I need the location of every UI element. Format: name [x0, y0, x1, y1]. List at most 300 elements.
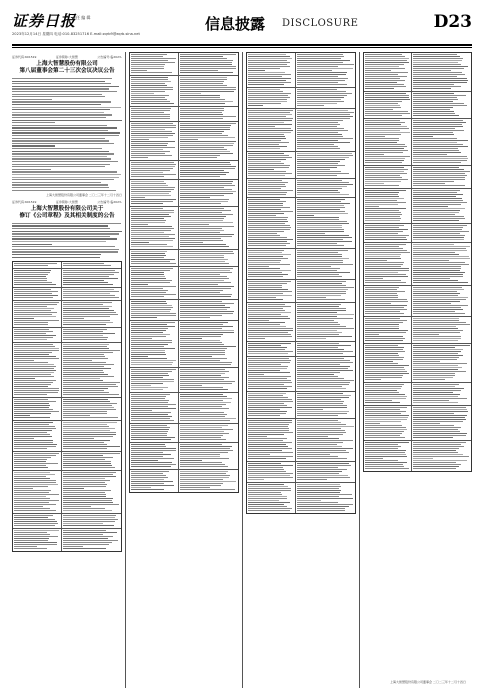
text-line — [14, 515, 53, 516]
table-cell — [62, 328, 121, 342]
text-line — [297, 213, 348, 214]
text-line — [297, 436, 329, 437]
text-line — [365, 256, 400, 257]
text-line — [248, 97, 290, 98]
text-line — [63, 366, 105, 367]
text-line — [63, 521, 115, 522]
table-cell — [13, 529, 62, 551]
text-line — [413, 252, 454, 253]
text-line — [12, 238, 117, 239]
text-line — [365, 371, 407, 372]
text-line — [14, 490, 51, 491]
text-line — [12, 86, 119, 87]
text-line — [365, 386, 402, 387]
table-cell — [130, 300, 179, 320]
text-line — [413, 435, 466, 436]
text-line — [365, 181, 401, 182]
text-line — [248, 148, 280, 149]
text-line — [365, 107, 401, 108]
text-line — [413, 351, 461, 352]
text-line — [413, 109, 450, 110]
text-line — [131, 317, 157, 318]
logo-subtitle: 责任 编 辑 — [72, 15, 91, 20]
text-line — [14, 358, 59, 359]
text-line — [180, 394, 223, 395]
text-line — [297, 264, 353, 265]
text-line — [131, 429, 169, 430]
text-line — [63, 265, 112, 266]
text-line — [365, 351, 405, 352]
table-row — [364, 224, 471, 243]
text-line — [413, 400, 449, 401]
text-line — [131, 301, 166, 302]
text-line — [297, 488, 340, 489]
text-line — [365, 355, 399, 356]
text-line — [248, 285, 282, 286]
text-line — [131, 81, 171, 82]
text-line — [297, 291, 346, 292]
text-line — [14, 295, 58, 296]
text-line — [248, 237, 287, 238]
text-line — [413, 367, 462, 368]
text-line — [297, 420, 338, 421]
text-line — [248, 393, 286, 394]
text-line — [12, 117, 106, 118]
text-line — [413, 105, 467, 106]
text-line — [63, 502, 114, 503]
text-line — [180, 305, 225, 306]
text-line — [180, 296, 231, 297]
text-line — [248, 167, 289, 168]
text-line — [413, 332, 460, 333]
text-line — [180, 203, 222, 204]
text-line — [365, 248, 403, 249]
text-line — [131, 77, 168, 78]
text-line — [131, 129, 165, 130]
text-line — [365, 148, 404, 149]
text-line — [413, 417, 465, 418]
text-line — [131, 416, 172, 417]
text-line — [63, 482, 106, 483]
text-line — [297, 378, 344, 379]
text-line — [413, 196, 456, 197]
text-line — [248, 138, 286, 139]
text-line — [413, 220, 459, 221]
text-line — [413, 185, 465, 186]
text-line — [365, 212, 401, 213]
text-line — [180, 228, 222, 229]
text-line — [131, 284, 148, 285]
text-line — [12, 187, 109, 188]
text-line — [248, 144, 279, 145]
text-line — [131, 253, 165, 254]
text-line — [248, 171, 286, 172]
text-line — [365, 214, 402, 215]
text-line — [131, 481, 173, 482]
text-line — [131, 143, 168, 144]
text-line — [365, 309, 407, 310]
text-line — [180, 460, 202, 461]
text-line — [297, 250, 349, 251]
text-line — [248, 463, 281, 464]
text-line — [248, 110, 293, 111]
text-line — [63, 382, 120, 383]
text-line — [365, 464, 403, 465]
text-line — [12, 257, 100, 258]
notice-title: 第八届董事会第二十三次会议决议公告 — [19, 68, 115, 74]
text-line — [297, 153, 353, 154]
text-line — [297, 465, 351, 466]
text-line — [413, 84, 454, 85]
text-line — [297, 144, 335, 145]
text-line — [63, 534, 103, 535]
text-line — [180, 439, 226, 440]
table-cell — [62, 301, 121, 327]
text-line — [297, 89, 338, 90]
table-cell — [13, 288, 62, 300]
text-line — [131, 278, 166, 279]
text-line — [131, 151, 170, 152]
text-line — [14, 523, 58, 524]
text-line — [180, 153, 233, 154]
text-line — [297, 388, 346, 389]
masthead — [12, 10, 472, 44]
text-line — [14, 392, 58, 393]
text-line — [180, 479, 223, 480]
text-line — [14, 502, 49, 503]
text-line — [365, 377, 402, 378]
table-row — [13, 269, 121, 288]
text-line — [413, 442, 466, 443]
text-line — [365, 345, 398, 346]
table-cell — [247, 179, 296, 197]
text-line — [14, 417, 50, 418]
table-row — [13, 452, 121, 471]
text-line — [180, 147, 224, 148]
table-row — [364, 317, 471, 344]
text-line — [297, 510, 345, 511]
text-line — [297, 225, 342, 226]
text-line — [248, 426, 288, 427]
text-line — [413, 413, 454, 414]
text-line — [180, 199, 230, 200]
text-line — [248, 444, 286, 445]
text-line — [12, 88, 109, 89]
text-line — [14, 457, 51, 458]
text-line — [131, 483, 164, 484]
text-line — [413, 140, 467, 141]
text-line — [413, 386, 455, 387]
text-line — [365, 280, 401, 281]
text-line — [248, 60, 287, 61]
text-line — [413, 303, 451, 304]
text-line — [365, 419, 407, 420]
table-row — [130, 122, 238, 161]
text-line — [413, 392, 453, 393]
text-line — [297, 95, 347, 96]
text-line — [297, 66, 339, 67]
text-line — [14, 455, 56, 456]
text-line — [365, 466, 404, 467]
text-line — [365, 216, 400, 217]
text-line — [365, 359, 403, 360]
text-line — [248, 362, 290, 363]
notice-number: 公告编号:临2023- — [97, 55, 122, 59]
text-line — [248, 233, 277, 234]
text-line — [297, 184, 354, 185]
text-line — [131, 346, 164, 347]
masthead-rule — [12, 44, 472, 46]
text-line — [63, 392, 110, 393]
text-line — [14, 337, 53, 338]
text-line — [365, 448, 398, 449]
text-line — [297, 297, 326, 298]
text-line — [14, 536, 58, 537]
text-line — [297, 62, 343, 63]
text-line — [180, 431, 225, 432]
text-line — [413, 444, 461, 445]
text-line — [297, 349, 345, 350]
text-line — [12, 164, 110, 165]
table-cell — [179, 53, 238, 75]
text-line — [297, 498, 354, 499]
text-line — [413, 239, 463, 240]
text-line — [413, 250, 467, 251]
text-line — [131, 456, 163, 457]
text-line — [131, 95, 169, 96]
text-line — [131, 371, 172, 372]
text-line — [14, 436, 52, 437]
text-line — [297, 229, 345, 230]
text-line — [413, 99, 458, 100]
text-line — [248, 403, 284, 404]
text-line — [297, 167, 337, 168]
text-line — [248, 219, 287, 220]
text-line — [365, 334, 379, 335]
text-line — [297, 328, 354, 329]
text-line — [365, 122, 405, 123]
text-line — [297, 283, 342, 284]
text-line — [297, 74, 346, 75]
text-line — [413, 328, 458, 329]
text-line — [365, 179, 408, 180]
table-cell — [364, 119, 412, 165]
text-line — [297, 484, 340, 485]
text-line — [63, 316, 110, 317]
text-line — [131, 270, 170, 271]
table-row — [247, 280, 355, 303]
text-line — [180, 444, 222, 445]
text-line — [63, 472, 116, 473]
text-line — [63, 356, 106, 357]
text-line — [14, 540, 48, 541]
text-line — [248, 201, 286, 202]
table-cell — [62, 452, 121, 470]
text-line — [180, 253, 234, 254]
text-line — [365, 183, 384, 184]
text-line — [14, 467, 48, 468]
text-line — [297, 380, 354, 381]
text-line — [14, 538, 49, 539]
text-line — [248, 471, 286, 472]
text-line — [63, 293, 110, 294]
text-line — [297, 469, 347, 470]
newspaper-logo: 证券日报 — [12, 12, 77, 30]
table-cell — [13, 328, 62, 342]
text-line — [180, 236, 232, 237]
text-line — [131, 222, 165, 223]
text-line — [297, 318, 353, 319]
text-line — [131, 89, 173, 90]
text-line — [297, 299, 346, 300]
text-line — [413, 291, 457, 292]
text-line — [413, 278, 449, 279]
text-line — [180, 456, 221, 457]
text-line — [63, 282, 108, 283]
text-line — [413, 425, 454, 426]
text-line — [297, 82, 338, 83]
text-line — [365, 146, 407, 147]
text-line — [131, 116, 170, 117]
text-line — [248, 250, 284, 251]
text-line — [180, 471, 228, 472]
text-line — [180, 311, 234, 312]
text-line — [297, 308, 346, 309]
text-line — [180, 414, 227, 415]
text-line — [180, 282, 231, 283]
text-line — [365, 88, 394, 89]
text-line — [14, 478, 50, 479]
table-cell — [296, 179, 355, 197]
text-line — [297, 155, 353, 156]
text-line — [131, 427, 170, 428]
text-line — [297, 215, 314, 216]
text-line — [131, 342, 172, 343]
text-line — [413, 160, 467, 161]
text-line — [63, 280, 104, 281]
text-line — [131, 185, 168, 186]
text-line — [131, 324, 167, 325]
text-line — [14, 384, 51, 385]
text-line — [63, 372, 105, 373]
text-line — [248, 372, 290, 373]
text-line — [131, 127, 176, 128]
table-cell — [62, 269, 121, 287]
text-line — [131, 193, 169, 194]
text-line — [180, 379, 225, 380]
text-line — [14, 318, 34, 319]
text-line — [365, 363, 398, 364]
table-row — [13, 471, 121, 514]
text-line — [131, 203, 163, 204]
text-line — [413, 384, 459, 385]
text-line — [14, 494, 59, 495]
text-line — [63, 364, 115, 365]
text-line — [180, 290, 223, 291]
text-line — [413, 270, 459, 271]
table-cell — [364, 166, 412, 188]
text-line — [248, 122, 284, 123]
text-line — [248, 506, 287, 507]
text-line — [248, 142, 289, 143]
text-line — [180, 338, 202, 339]
page-footer-note: 上海大智慧股份有限公司董事会 二〇二三年十二月十四日 — [390, 680, 466, 684]
text-line — [365, 196, 399, 197]
text-line — [365, 379, 381, 380]
text-line — [365, 338, 405, 339]
text-line — [180, 340, 220, 341]
text-line — [365, 454, 406, 455]
text-line — [180, 259, 228, 260]
text-line — [365, 105, 400, 106]
text-line — [131, 464, 176, 465]
text-line — [413, 282, 468, 283]
text-line — [297, 245, 344, 246]
text-line — [131, 485, 174, 486]
text-line — [131, 448, 176, 449]
text-line — [248, 353, 288, 354]
text-line — [365, 156, 410, 157]
text-line — [131, 62, 175, 63]
dateline: 2023年12月14日 星期四 电话:010-83251716 E-mail:zqrb9@zqrb.sina.net — [12, 32, 140, 36]
text-line — [248, 330, 293, 331]
text-line — [131, 450, 176, 451]
table-row — [364, 286, 471, 317]
text-line — [180, 195, 224, 196]
text-line — [413, 128, 455, 129]
text-line — [180, 118, 223, 119]
text-line — [297, 209, 340, 210]
text-line — [413, 103, 463, 104]
text-line — [14, 284, 56, 285]
text-line — [365, 444, 398, 445]
text-line — [413, 111, 454, 112]
text-line — [131, 402, 168, 403]
text-line — [413, 322, 466, 323]
text-line — [365, 357, 404, 358]
text-line — [131, 112, 164, 113]
text-line — [248, 347, 287, 348]
text-line — [248, 473, 293, 474]
text-line — [413, 365, 458, 366]
text-line — [63, 540, 119, 541]
text-line — [131, 303, 167, 304]
table-row — [130, 300, 238, 321]
text-line — [180, 176, 221, 177]
text-line — [63, 401, 110, 402]
text-line — [248, 477, 293, 478]
text-line — [63, 484, 107, 485]
text-line — [365, 138, 399, 139]
text-line — [131, 263, 176, 264]
text-line — [413, 169, 464, 170]
text-line — [297, 110, 348, 111]
text-line — [180, 437, 222, 438]
text-line — [297, 126, 337, 127]
text-line — [248, 80, 286, 81]
text-line — [248, 157, 292, 158]
text-line — [12, 169, 51, 170]
text-line — [248, 440, 283, 441]
text-line — [365, 299, 407, 300]
text-line — [248, 488, 291, 489]
text-line — [297, 163, 338, 164]
text-line — [180, 85, 227, 86]
text-line — [12, 94, 102, 95]
text-line — [63, 344, 109, 345]
text-line — [365, 233, 398, 234]
text-line — [248, 199, 280, 200]
